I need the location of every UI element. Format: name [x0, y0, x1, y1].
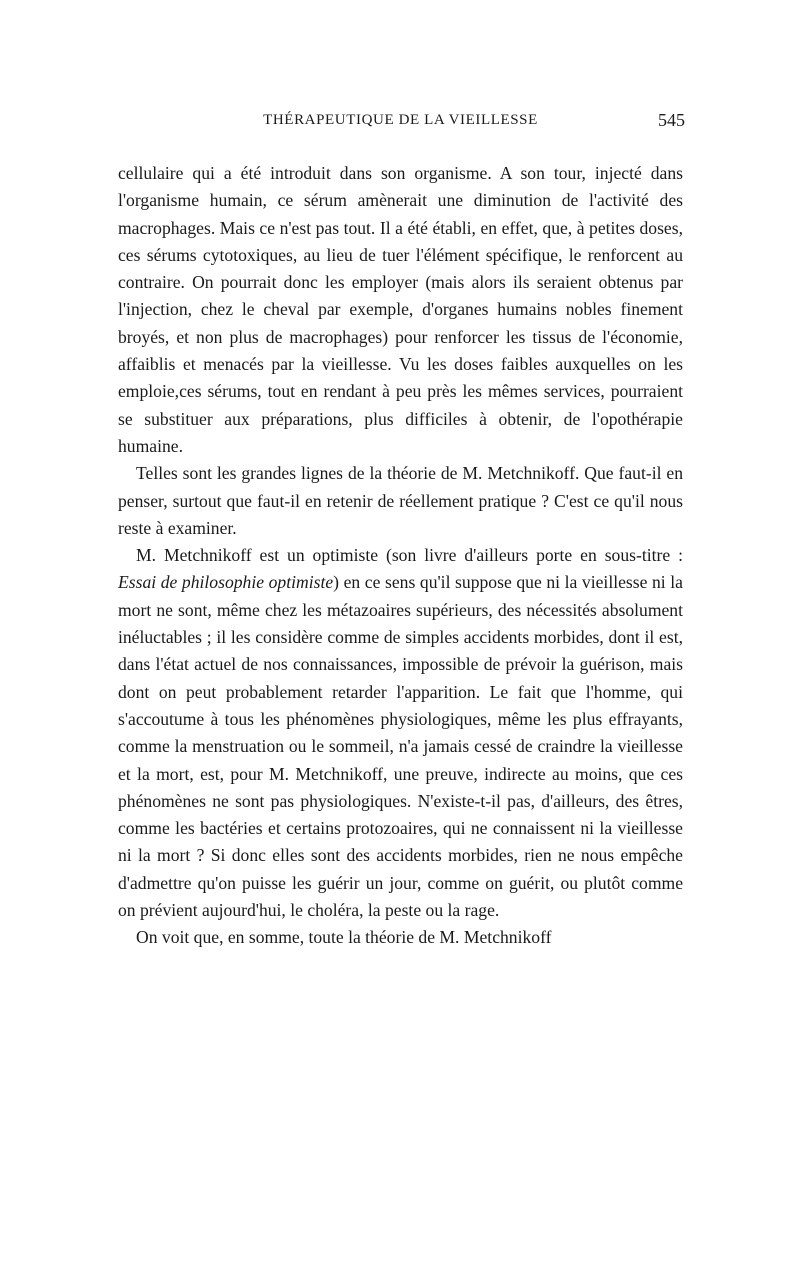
paragraph-theory-summary: Telles sont les grandes lignes de la théorie de M. Metchnikoff. Que faut-il en penser, surtout que faut-il en retenir de réellement pratique ? C'est ce qu'il nous reste à examiner.	[118, 463, 683, 538]
body-text	[118, 160, 683, 952]
paragraph-text-before-title: M. Metchnikoff est un optimiste (son livre d'ailleurs porte en sous-titre :	[136, 545, 683, 566]
paragraph-text-after-title: ) en ce sens qu'il suppose que ni la vieillesse ni la mort ne sont, même chez les métazoaires supérieurs, des nécessités absolument inéluctables ; il les considère comme de simples accidents morbides, dont il est, dans l'état actuel de nos connaissances, impossible de prévoir la guérison, mais dont on peut probablement retarder l'apparition. Le fait que l'homme, qui s'accoutume à tous les phénomènes physiologiques, même les plus effrayants, comme la menstruation ou le sommeil, n'a jamais cessé de craindre la vieillesse et la mort, est, pour M. Metchnikoff, une preuve, indirecte au moins, que ces phénomènes ne sont pas physiologiques. N'existe-t-il pas, d'ailleurs, des êtres, comme les bactéries et certains protozoaires, qui ne connaissent ni la vieillesse ni la mort ? Si donc elles sont des accidents morbides, rien ne nous empêche d'admettre qu'on puisse les guérir un jour, comme on guérit, ou plutôt comme on prévient aujourd'hui, le choléra, la peste ou la rage.	[118, 572, 683, 921]
running-header	[118, 110, 683, 140]
page-number: 545	[658, 110, 685, 130]
running-title: THÉRAPEUTIQUE DE LA VIEILLESSE	[263, 112, 538, 128]
book-page	[118, 110, 683, 952]
book-subtitle-italic: Essai de philosophie optimiste	[118, 572, 334, 593]
paragraph-final-line: On voit que, en somme, toute la théorie de M. Metchnikoff	[136, 927, 552, 948]
paragraph-metchnikoff-optimism	[118, 542, 683, 924]
paragraph-continuation: cellulaire qui a été introduit dans son organisme. A son tour, injecté dans l'organisme humain, ce sérum amènerait une diminution de l'activité des macrophages. Mais ce n'est pas tout. Il a été établi, en effet, que, à petites doses, ces sérums cytotoxiques, au lieu de tuer l'élément spécifique, le renforcent au contraire. On pourrait donc les employer (mais alors ils seraient obtenus par l'injection, chez le cheval par exemple, d'organes humains nobles finement broyés, et non plus de macrophages) pour renforcer les tissus de l'économie, affaiblis et menacés par la vieillesse. Vu les doses faibles auxquelles on les emploie,ces sérums, tout en rendant à peu près les mêmes services, pourraient se substituer aux préparations, plus difficiles à obtenir, de l'opothérapie humaine.	[118, 163, 683, 456]
